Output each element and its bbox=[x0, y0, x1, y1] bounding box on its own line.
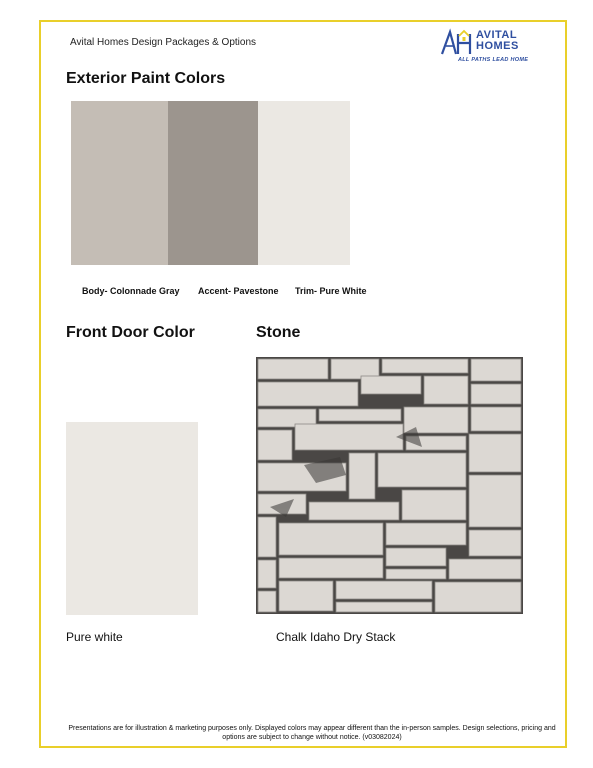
avital-homes-logo bbox=[440, 28, 536, 68]
stone-caption: Chalk Idaho Dry Stack bbox=[276, 630, 396, 644]
front-door-heading: Front Door Color bbox=[66, 324, 195, 341]
front-door-color-swatch bbox=[66, 422, 198, 615]
stone-heading: Stone bbox=[256, 324, 301, 341]
disclaimer-line-1: Presentations are for illustration & marketing purposes only. Displayed colors may appear different than the in-person samples. Design selections, pricing and bbox=[68, 725, 556, 732]
accent-color-label: Accent- Pavestone bbox=[198, 286, 279, 296]
front-door-caption: Pure white bbox=[66, 630, 123, 644]
trim-color-label: Trim- Pure White bbox=[295, 286, 367, 296]
logo-brand-text bbox=[476, 30, 519, 52]
stone-sample-image bbox=[256, 357, 523, 614]
accent-color-swatch bbox=[168, 101, 258, 265]
stone-texture-icon bbox=[256, 357, 523, 614]
document-header-title: Avital Homes Design Packages & Options bbox=[70, 37, 257, 48]
logo-mark-icon bbox=[440, 28, 476, 56]
trim-color-swatch bbox=[258, 101, 350, 265]
exterior-paint-heading: Exterior Paint Colors bbox=[66, 70, 226, 87]
logo-brand-line2: HOMES bbox=[476, 40, 519, 52]
body-color-swatch bbox=[71, 101, 168, 265]
disclaimer-footer bbox=[58, 724, 566, 742]
logo-tagline: ALL PATHS LEAD HOME bbox=[458, 57, 529, 63]
logo-brand-line1: AVITAL bbox=[476, 29, 518, 41]
disclaimer-line-2: options are subject to change without notice. (v03082024) bbox=[222, 734, 402, 741]
body-color-label: Body- Colonnade Gray bbox=[82, 286, 180, 296]
